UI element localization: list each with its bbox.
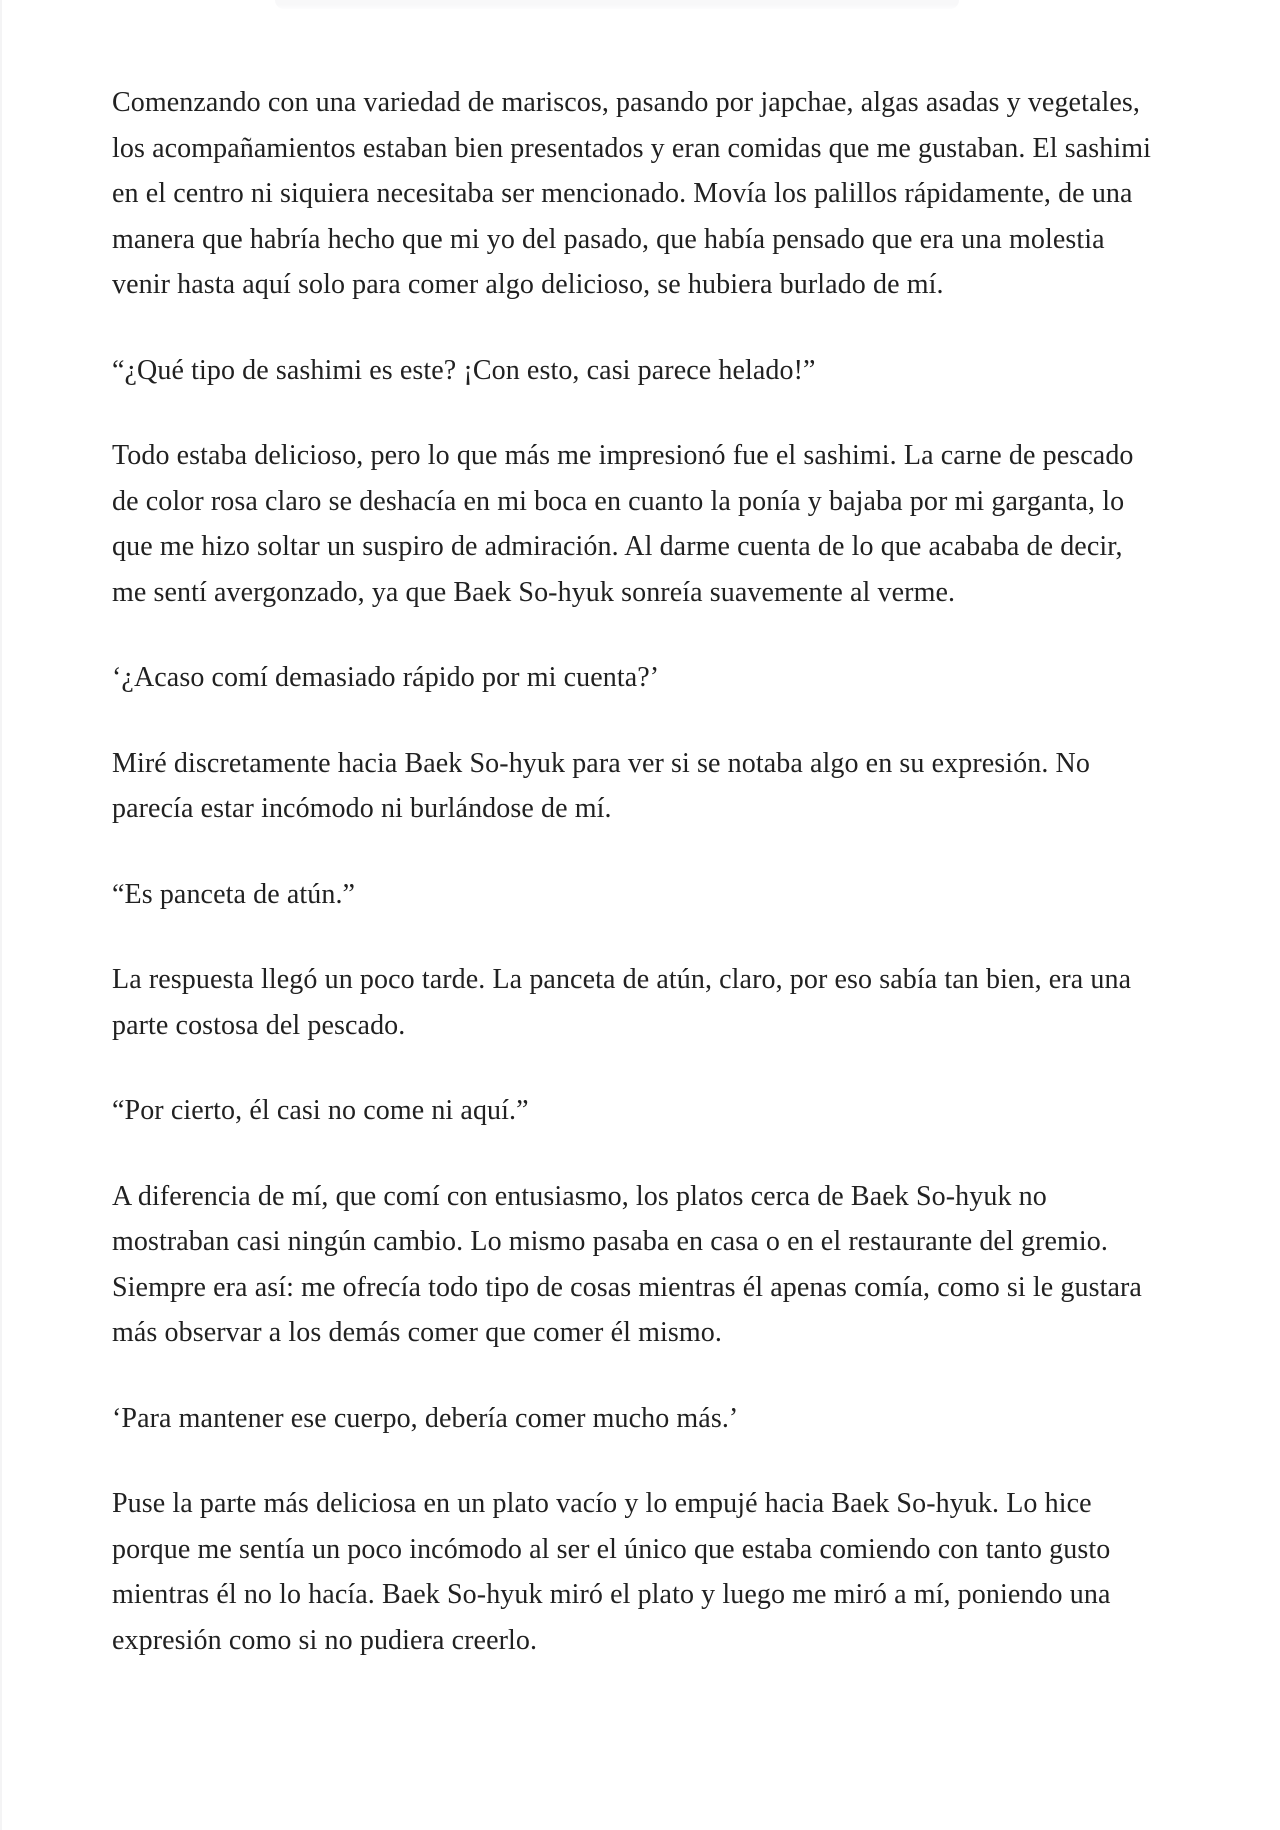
paragraph: Miré discretamente hacia Baek So-hyuk para ver si se notaba algo en su expresión. No parecía estar incómodo ni burlándose de mí. (112, 747, 1090, 824)
paragraph: ‘Para mantener ese cuerpo, debería comer mucho más.’ (112, 1402, 739, 1434)
paragraph: A diferencia de mí, que comí con entusiasmo, los platos cerca de Baek So-hyuk no mostraban casi ningún cambio. Lo mismo pasaba en casa o en el restaurante del gremio. Siempre era así: me ofrecía todo tipo de cosas mientras él apenas comía, como si le gustara más observar a los demás comer que comer él mismo. (112, 1180, 1142, 1348)
paragraph: Todo estaba delicioso, pero lo que más me impresionó fue el sashimi. La carne de pescado de color rosa claro se deshacía en mi boca en cuanto la ponía y bajaba por mi garganta, lo que me hizo soltar un suspiro de admiración. Al darme cuenta de lo que acababa de decir, me sentí avergonzado, ya que Baek So-hyuk sonreía suavemente al verme. (112, 440, 1134, 608)
paragraphs-container (112, 80, 1152, 1663)
paragraph: ‘¿Acaso comí demasiado rápido por mi cuenta?’ (112, 662, 660, 693)
paragraph: “Por cierto, él casi no come ni aquí.” (112, 1095, 529, 1126)
paragraph: Comenzando con una variedad de mariscos, pasando por japchae, algas asadas y vegetales, los acompañamientos estaban bien presentados y eran comidas que me gustaban. El sashimi en el centro ni siquiera necesitaba ser mencionado. Movía los palillos rápidamente, de una manera que habría hecho que mi yo del pasado, que había pensado que era una molestia venir hasta aquí solo para comer algo delicioso, se hubiera burlado de mí. (112, 87, 1151, 300)
paragraph: “Es panceta de atún.” (112, 878, 356, 910)
paragraph: La respuesta llegó un poco tarde. La panceta de atún, claro, por eso sabía tan bien, era una parte costosa del pescado. (112, 964, 1132, 1041)
paragraph: “¿Qué tipo de sashimi es este? ¡Con esto, casi parece helado!” (112, 354, 816, 386)
paragraph: Puse la parte más deliciosa en un plato vacío y lo empujé hacia Baek So-hyuk. Lo hice porque me sentía un poco incómodo al ser el único que estaba comiendo con tanto gusto mientras él no lo hacía. Baek So-hyuk miró el plato y luego me miró a mí, poniendo una expresión como si no pudiera creerlo. (112, 1488, 1111, 1656)
